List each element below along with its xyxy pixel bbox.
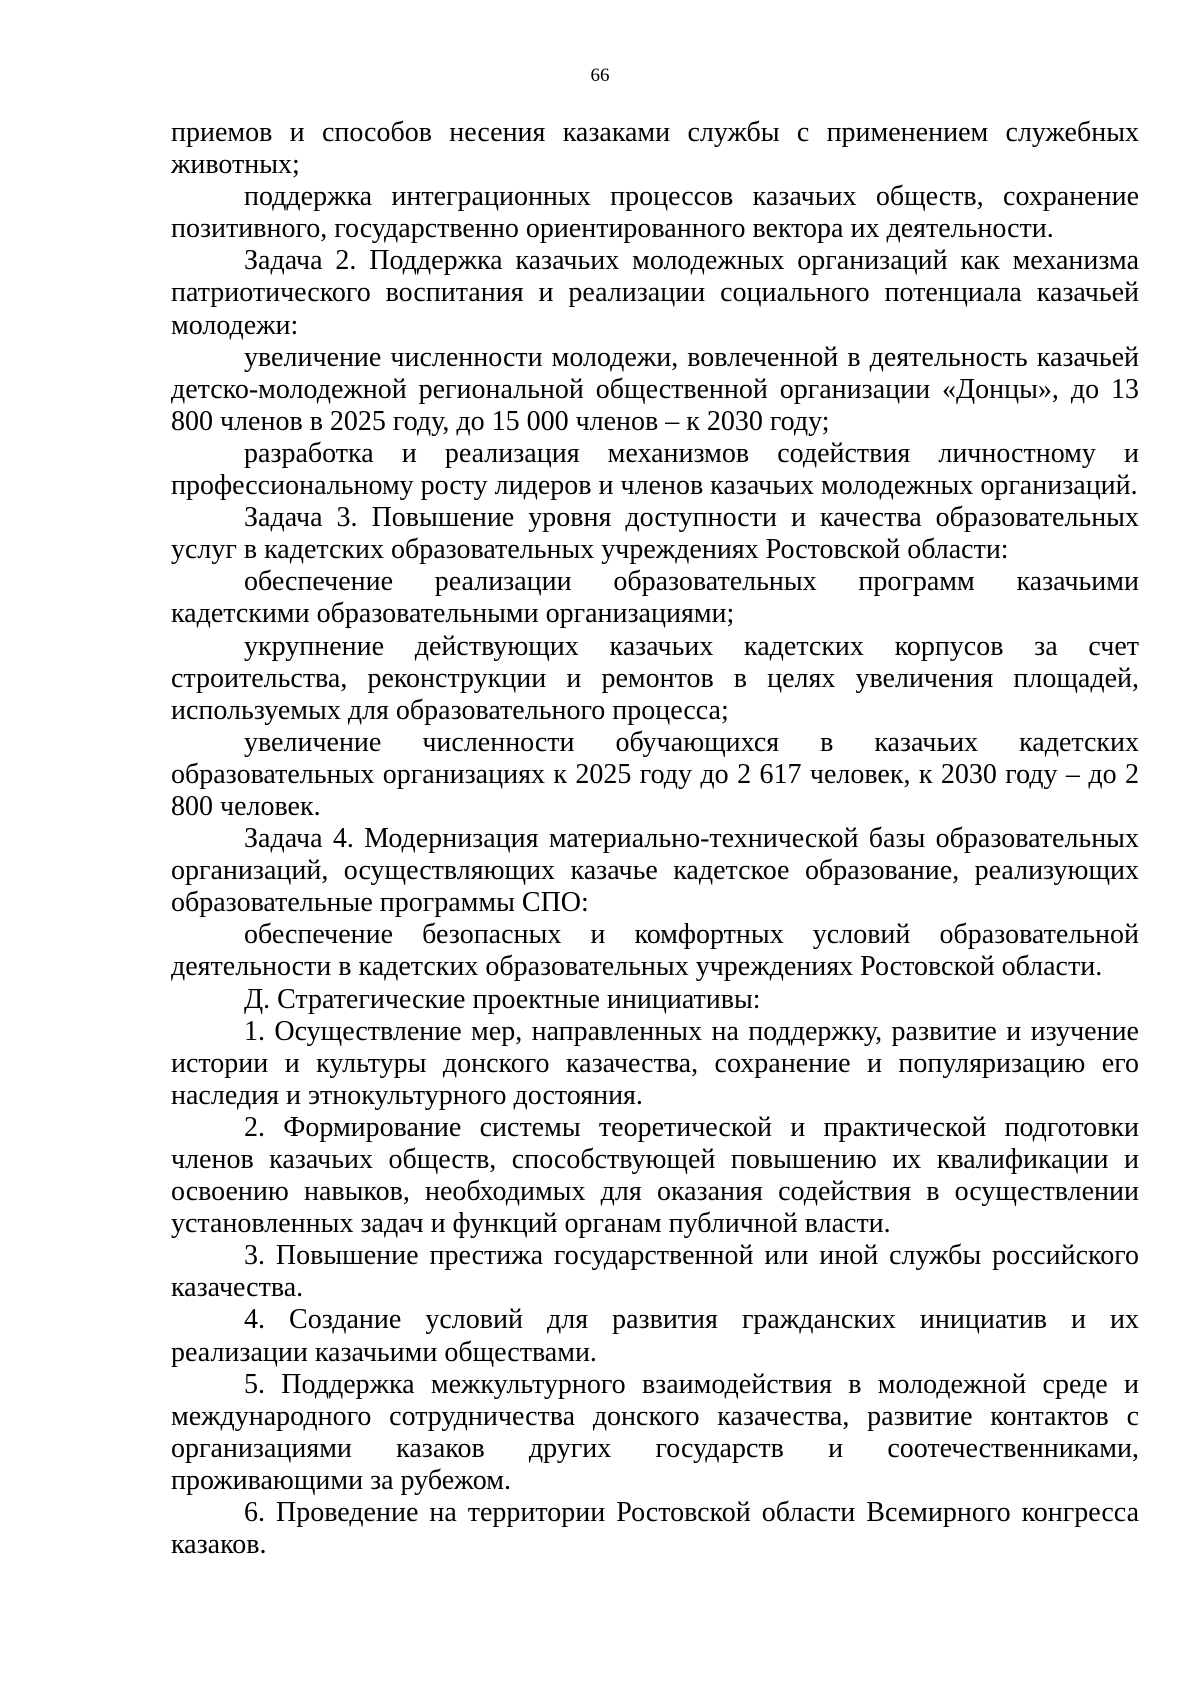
document-body [171, 117, 1139, 1561]
numbered-item: 2. Формирование системы теоретической и практической подготовки членов казачьих обществ, способствующей повышению их квалификации и освоению навыков, необходимых для оказания содействия в осуществлении установленных задач и функций органам публичной власти. [171, 1111, 1139, 1240]
numbered-item: 1. Осуществление мер, направленных на поддержку, развитие и изучение истории и культуры донского казачества, сохранение и популяризацию его наследия и этнокультурного достояния. [171, 1015, 1139, 1111]
numbered-item: 4. Создание условий для развития гражданских инициатив и их реализации казачьими обществами. [171, 1304, 1139, 1368]
paragraph: увеличение численности обучающихся в казачьих кадетских образовательных организациях к 2025 году до 2 617 человек, к 2030 году – до 2 800 человек. [171, 726, 1139, 822]
numbered-item: 5. Поддержка межкультурного взаимодействия в молодежной среде и международного сотрудничества донского казачества, развитие контактов с организациями казаков других государств и соотечественниками, проживающими за рубежом. [171, 1368, 1139, 1496]
paragraph: Задача 3. Повышение уровня доступности и качества образовательных услуг в кадетских образовательных учреждениях Ростовской области: [171, 502, 1139, 566]
numbered-item: 3. Повышение престижа государственной или иной службы российского казачества. [171, 1240, 1139, 1304]
numbered-item: 6. Проведение на территории Ростовской области Всемирного конгресса казаков. [171, 1497, 1139, 1561]
paragraph: разработка и реализация механизмов содействия личностному и профессиональному росту лидеров и членов казачьих молодежных организаций. [171, 437, 1139, 502]
paragraph: укрупнение действующих казачьих кадетских корпусов за счет строительства, реконструкции и ремонтов в целях увеличения площадей, используемых для образовательного процесса; [171, 630, 1139, 726]
paragraph: увеличение численности молодежи, вовлеченной в деятельность казачьей детско-молодежной региональной общественной организации «Донцы», до 13 800 членов в 2025 году, до 15 000 членов – к 2030 году; [171, 341, 1139, 437]
paragraph: Задача 2. Поддержка казачьих молодежных организаций как механизма патриотического воспитания и реализации социального потенциала казачьей молодежи: [171, 245, 1139, 341]
paragraph: Задача 4. Модернизация материально-технической базы образовательных организаций, осуществляющих казачье кадетское образование, реализующих образовательные программы СПО: [171, 823, 1139, 919]
paragraph: обеспечение реализации образовательных программ казачьими кадетскими образовательными организациями; [171, 566, 1139, 630]
paragraph: обеспечение безопасных и комфортных условий образовательной деятельности в кадетских образовательных учреждениях Ростовской области. [171, 919, 1139, 983]
paragraph: поддержка интеграционных процессов казачьих обществ, сохранение позитивного, государственно ориентированного вектора их деятельности. [171, 181, 1139, 245]
page-number: 66 [590, 65, 610, 86]
paragraph: приемов и способов несения казаками службы с применением служебных животных; [171, 117, 1139, 181]
section-heading: Д. Стратегические проектные инициативы: [244, 983, 761, 1015]
